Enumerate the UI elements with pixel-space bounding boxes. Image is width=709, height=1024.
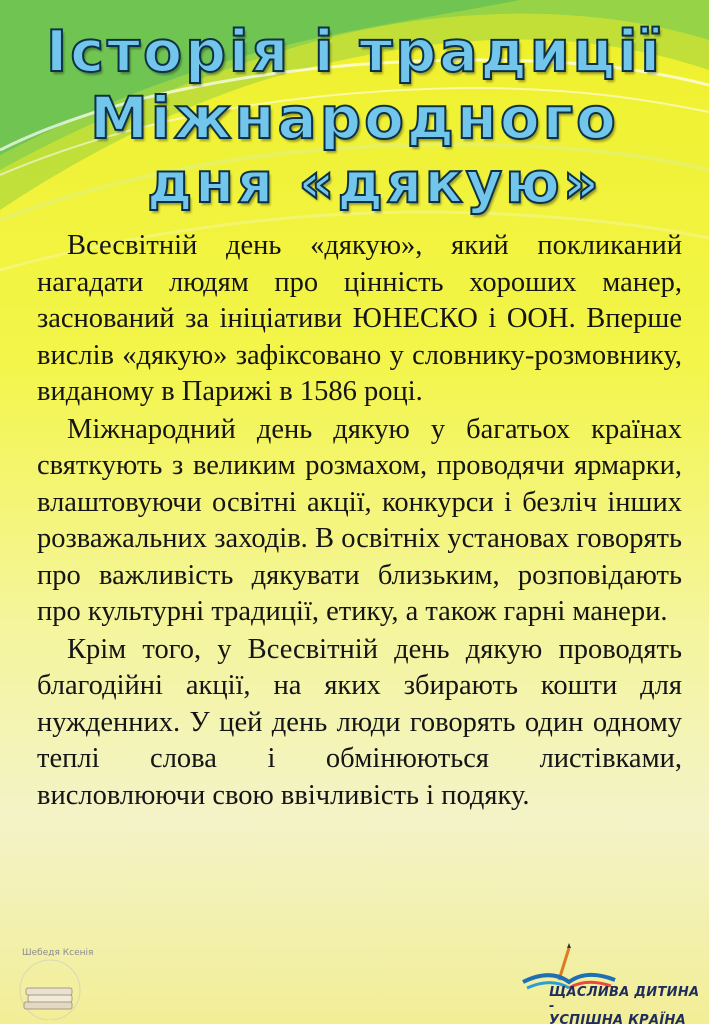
- title-line-3: дня «дякую»: [147, 151, 602, 216]
- article-body: [37, 228, 682, 814]
- author-stamp: [8, 948, 96, 1020]
- paragraph-2: Міжнародний день дякую у багатьох країнах святкують з великим розмахом, проводячи ярмарки, влаштовуючи освітні акції, конкурси і безліч інших розважальних заходів. В освітніх установах говорять про важливість дякувати близьким, розповідають про культурні традиції, етику, а також гарні манери.: [37, 413, 682, 627]
- school-logo: [513, 942, 703, 1024]
- title-line-1: Історія і традиції: [46, 19, 663, 85]
- logo-text: [549, 986, 703, 1024]
- logo-line-1: ЩАСЛИВА ДИТИНА -: [549, 985, 700, 1014]
- stamp-text: Шебедя Ксенія: [22, 948, 94, 958]
- logo-line-2: УСПІШНА КРАЇНА: [549, 1013, 686, 1024]
- paragraph-1: Всесвітній день «дякую», який покликаний нагадати людям про цінність хороших манер, заснований за ініціативи ЮНЕСКО і ООН. Вперше вислів «дякую» зафіксовано у словнику-розмовнику, виданому в Парижі в 1586 році.: [37, 230, 682, 407]
- book-stack-icon: [8, 948, 96, 1020]
- paragraph-3: Крім того, у Всесвітній день дякую проводять благодійні акції, на яких збирають кошти для нужденних. У цей день люди говорять один одному теплі слова і обмінюються листівками, висловлюючи свою ввічливість і подяку.: [37, 633, 682, 811]
- title-line-2: Міжнародного: [90, 84, 619, 152]
- page-title: [0, 20, 709, 216]
